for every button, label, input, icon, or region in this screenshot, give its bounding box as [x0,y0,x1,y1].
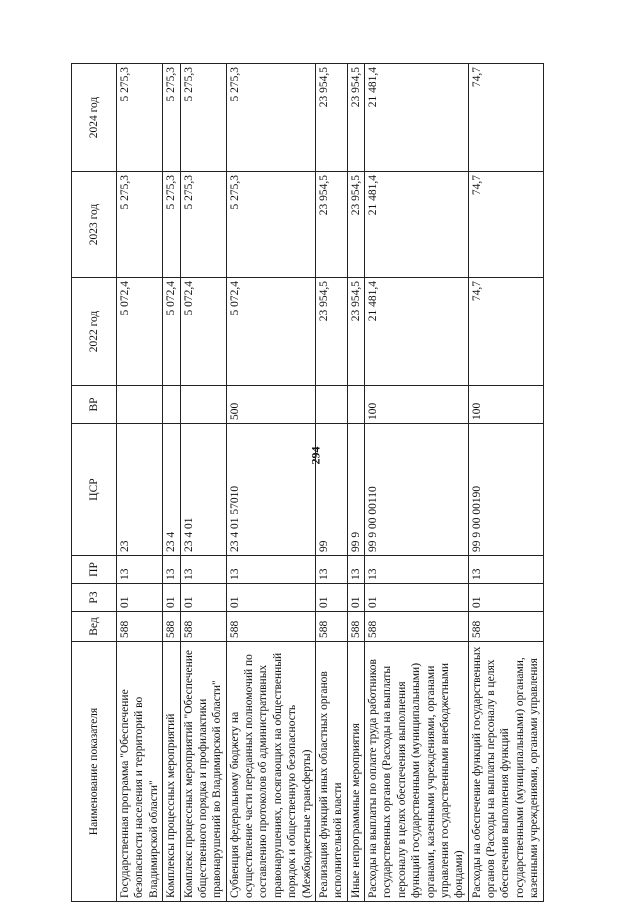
row-amount-2022: 74,7 [468,278,543,386]
row-pr: 13 [365,556,469,584]
row-pr: 13 [226,556,315,584]
row-vr [117,386,163,424]
table-row [180,64,226,902]
row-csr: 23 4 [163,424,180,556]
row-amount-2024: 5 275,3 [163,64,180,172]
row-rz: 01 [315,584,347,612]
row-rz: 01 [180,584,226,612]
row-amount-2023: 21 481,4 [365,172,469,278]
table-row [226,64,315,902]
row-ved: 588 [180,612,226,642]
header-pr: ПР [72,556,117,584]
row-vr [180,386,226,424]
row-amount-2024: 5 275,3 [180,64,226,172]
row-name: Расходы на выплаты по оплате труда работников государственных органов (Расходы на выплаты персоналу в целях обеспечения выполнения функций государственными (муниципальными) органами, казенными учреждениями, органами управления государственными внебюджетными фондами) [365,642,469,902]
table-header-row [72,64,117,902]
header-name: Наименование показателя [72,642,117,902]
row-vr: 500 [226,386,315,424]
row-name: Расходы на обеспечение функций государственных органов (Расходы на выплаты персоналу в целях обеспечения выполнения функций государственными (муниципальными) органами, казенными учреждениями, органами управления [468,642,543,902]
row-csr: 99 9 00 00110 [365,424,469,556]
row-amount-2022: 5 072,4 [117,278,163,386]
row-amount-2023: 74,7 [468,172,543,278]
row-name: Государственная программа "Обеспечение безопасности населения и территорий во Владимирской области" [117,642,163,902]
row-rz: 01 [365,584,469,612]
row-csr: 23 4 01 57010 [226,424,315,556]
row-rz: 01 [163,584,180,612]
table-row [347,64,364,902]
row-pr: 13 [117,556,163,584]
row-amount-2023: 23 954,5 [347,172,364,278]
row-vr: 100 [468,386,543,424]
row-pr: 13 [347,556,364,584]
row-vr [315,386,347,424]
row-ved: 588 [163,612,180,642]
row-pr: 13 [468,556,543,584]
table-row [163,64,180,902]
row-csr: 23 [117,424,163,556]
page-number: 294 [308,446,323,465]
row-vr [347,386,364,424]
header-2022: 2022 год [72,278,117,386]
row-name: Иные непрограммные мероприятия [347,642,364,902]
row-amount-2024: 23 954,5 [347,64,364,172]
row-rz: 01 [226,584,315,612]
row-amount-2022: 5 072,4 [163,278,180,386]
row-ved: 588 [468,612,543,642]
row-amount-2023: 23 954,5 [315,172,347,278]
row-amount-2024: 5 275,3 [226,64,315,172]
budget-table [71,63,544,902]
row-amount-2023: 5 275,3 [163,172,180,278]
table-row [365,64,469,902]
header-rz: РЗ [72,584,117,612]
header-2023: 2023 год [72,172,117,278]
row-amount-2023: 5 275,3 [226,172,315,278]
row-vr: 100 [365,386,469,424]
row-amount-2022: 23 954,5 [347,278,364,386]
row-amount-2024: 5 275,3 [117,64,163,172]
row-rz: 01 [347,584,364,612]
header-ved: Вед [72,612,117,642]
row-ved: 588 [365,612,469,642]
row-csr: 99 9 00 00190 [468,424,543,556]
row-amount-2024: 74,7 [468,64,543,172]
row-rz: 01 [468,584,543,612]
header-vr: ВР [72,386,117,424]
row-amount-2024: 21 481,4 [365,64,469,172]
row-name: Комплекс процессных мероприятий "Обеспечение общественного порядка и профилактики правонарушений во Владимирской области" [180,642,226,902]
header-2024: 2024 год [72,64,117,172]
row-vr [163,386,180,424]
header-csr: ЦСР [72,424,117,556]
row-amount-2022: 21 481,4 [365,278,469,386]
row-rz: 01 [117,584,163,612]
row-name: Комплексы процессных мероприятий [163,642,180,902]
row-name: Субвенция федеральному бюджету на осуществление части переданных полномочий по составлению протоколов об административных правонарушениях, посягающих на общественный порядок и общественную безопасность (Межбюджетные трансферты) [226,642,315,902]
row-amount-2024: 23 954,5 [315,64,347,172]
row-csr: 99 9 [347,424,364,556]
row-amount-2022: 5 072,4 [180,278,226,386]
row-pr: 13 [315,556,347,584]
row-ved: 588 [347,612,364,642]
row-amount-2022: 23 954,5 [315,278,347,386]
row-amount-2023: 5 275,3 [117,172,163,278]
table-row [468,64,543,902]
row-amount-2022: 5 072,4 [226,278,315,386]
table-row [315,64,347,902]
row-ved: 588 [117,612,163,642]
row-pr: 13 [163,556,180,584]
row-name: Реализация функций иных областных органов исполнительной власти [315,642,347,902]
row-csr: 99 [315,424,347,556]
row-ved: 588 [226,612,315,642]
table-row [117,64,163,902]
row-csr: 23 4 01 [180,424,226,556]
row-pr: 13 [180,556,226,584]
row-amount-2023: 5 275,3 [180,172,226,278]
budget-table-wrapper [71,64,619,902]
row-ved: 588 [315,612,347,642]
